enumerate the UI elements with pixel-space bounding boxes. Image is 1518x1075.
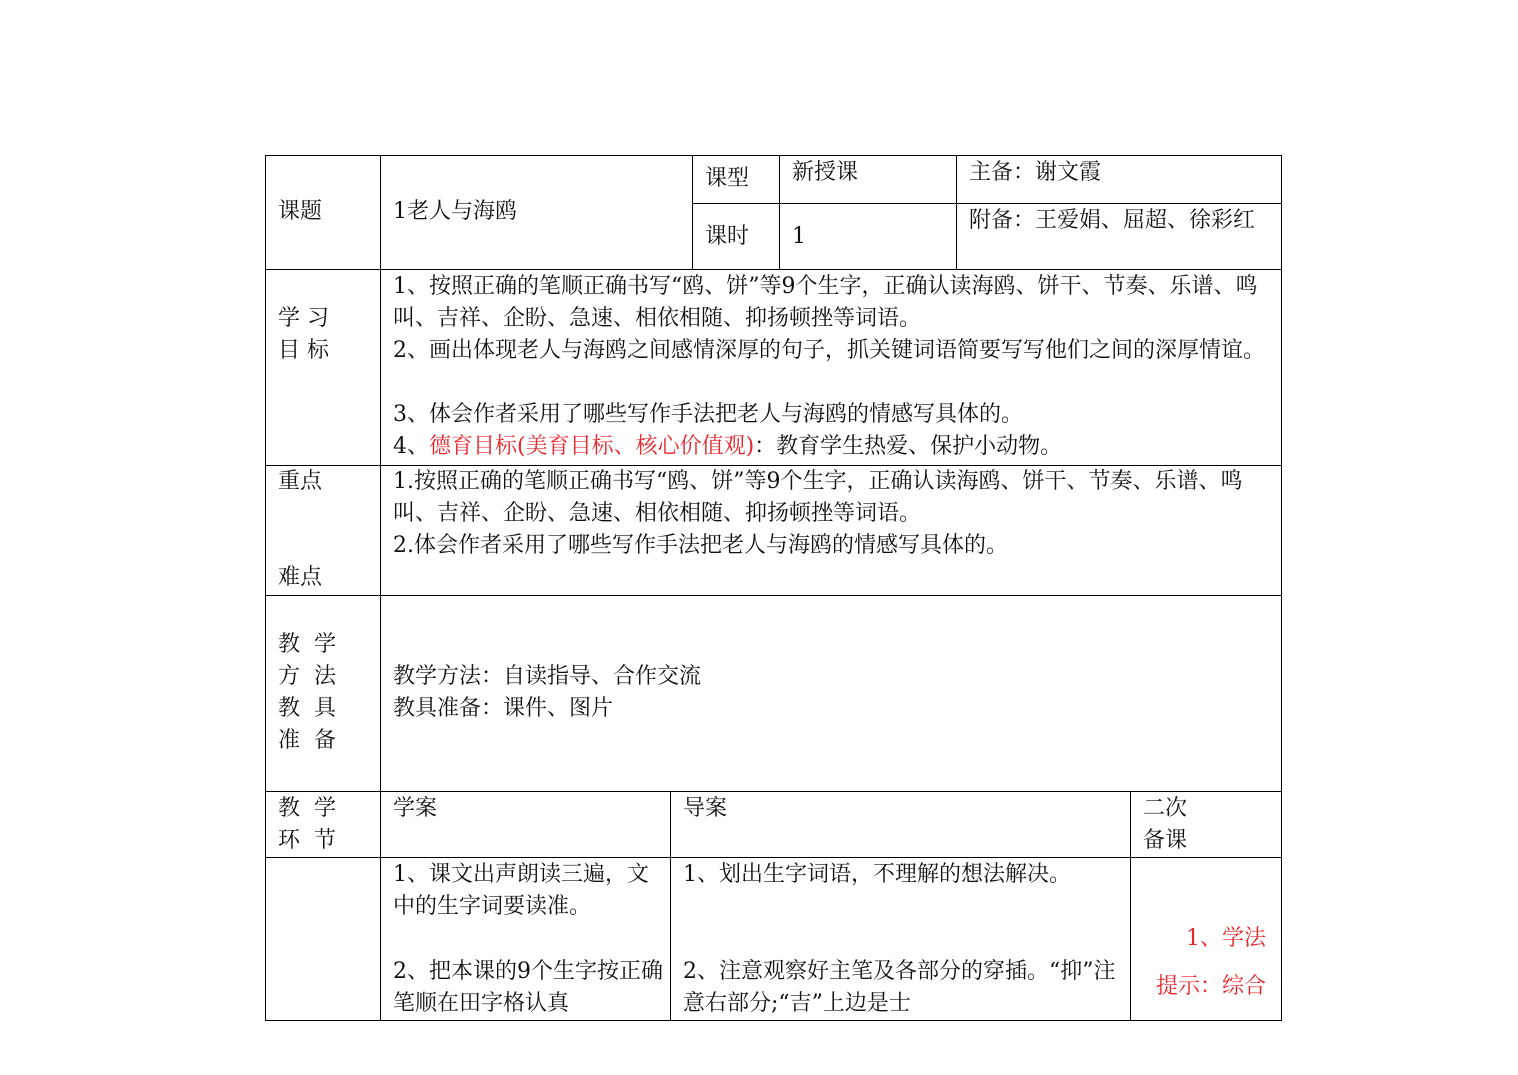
guide-step-2: 2、注意观察好主笔及各部分的穿插。“抑”注意右部分;“吉”上边是士 xyxy=(683,959,1116,1016)
table-border xyxy=(692,155,693,269)
study-plan-header: 学案 xyxy=(393,796,438,821)
lesson-hours-value: 1 xyxy=(792,224,806,249)
objective-item-4-rest: ：教育学生热爱、保护小动物。 xyxy=(754,434,1063,459)
guide-step-1: 1、划出生字词语，不理解的想法解决。 xyxy=(683,862,1071,887)
table-border xyxy=(1130,791,1131,1021)
objectives-label-line2: 目 标 xyxy=(278,338,329,363)
key-point-2: 2.体会作者采用了哪些写作手法把老人与海鸥的情感写具体的。 xyxy=(393,533,1008,558)
moral-goal-highlight: 德育目标(美育目标、核心价值观) xyxy=(429,434,755,459)
table-border xyxy=(380,155,381,1021)
table-border xyxy=(265,595,1282,596)
topic-label: 课题 xyxy=(278,199,323,224)
methods-label: 教学方法教具准备 xyxy=(278,632,351,753)
assistant-preparers: 附备：王爱娟、屈超、徐彩红 xyxy=(969,208,1256,233)
difficulties-label: 难点 xyxy=(278,565,323,590)
teaching-method: 教学方法：自读指导、合作交流 xyxy=(393,664,702,689)
objective-item-4-prefix: 4、 xyxy=(393,434,429,459)
study-step-2: 2、把本课的9个生字按正确笔顺在田字格认真 xyxy=(393,959,663,1016)
lesson-type-value: 新授课 xyxy=(792,160,859,185)
main-preparer: 主备：谢文霞 xyxy=(969,160,1102,185)
study-step-1: 1、课文出声朗读三遍，文中的生字词要读准。 xyxy=(393,862,649,919)
second-prep-note-2: 提示：综合 xyxy=(1155,974,1266,999)
lesson-hours-label: 课时 xyxy=(705,224,750,249)
objective-item-1: 1、按照正确的笔顺正确书写“鸥、饼”等9个生字，正确认读海鸥、饼干、节奏、乐谱、鸣叫、吉祥、企盼、急速、相依相随、抑扬顿挫等词语。 xyxy=(393,274,1258,331)
key-points-label: 重点 xyxy=(278,469,323,494)
teaching-tools: 教具准备：课件、图片 xyxy=(393,696,614,721)
second-prep-note-1: 1、学法 xyxy=(1186,926,1266,951)
second-prep-header: 二次备课 xyxy=(1143,796,1188,853)
objective-item-3: 3、体会作者采用了哪些写作手法把老人与海鸥的情感写具体的。 xyxy=(393,402,1023,427)
objective-item-2: 2、画出体现老人与海鸥之间感情深厚的句子，抓关键词语简要写写他们之间的深厚情谊。 xyxy=(393,338,1266,363)
table-border xyxy=(779,155,780,269)
table-border xyxy=(265,269,1282,270)
key-point-1: 1.按照正确的笔顺正确书写“鸥、饼”等9个生字，正确认读海鸥、饼干、节奏、乐谱、鸣叫、吉祥、企盼、急速、相依相随、抑扬顿挫等词语。 xyxy=(393,469,1243,526)
table-border xyxy=(265,155,1282,156)
objectives-label-line1: 学 习 xyxy=(278,306,329,331)
table-border xyxy=(692,203,1282,204)
topic-value: 1老人与海鸥 xyxy=(393,199,517,224)
table-border xyxy=(265,155,266,1021)
table-border xyxy=(670,791,671,1021)
table-border xyxy=(1281,155,1282,1021)
table-border xyxy=(956,155,957,269)
guide-plan-header: 导案 xyxy=(683,796,728,821)
process-stage-label: 教学环节 xyxy=(278,796,351,853)
objective-item-4 xyxy=(393,431,1278,463)
lesson-type-label: 课型 xyxy=(705,166,750,191)
